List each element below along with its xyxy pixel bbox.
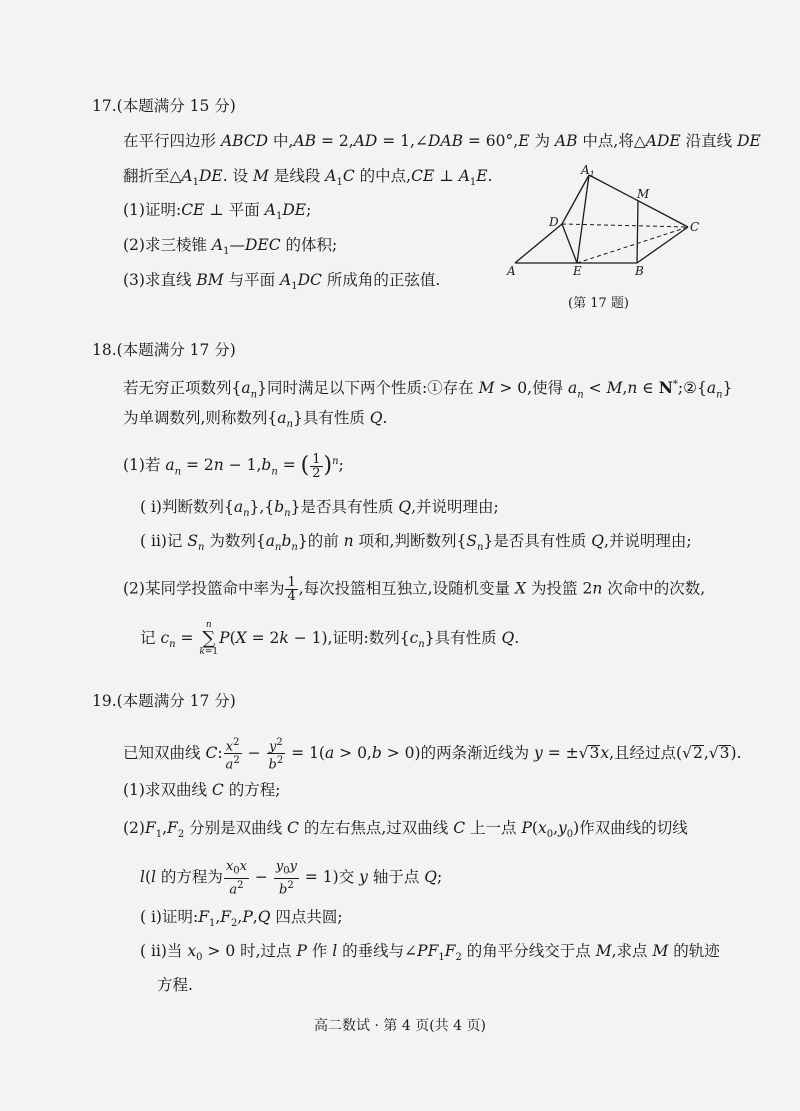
label-A: A	[507, 264, 516, 278]
label-A1: $A_1$	[581, 163, 595, 179]
q19-statement: 已知双曲线 C: $\frac{x^2}{a^2}$ − $\frac{y^2}{b^2}$ = 1(a > 0,b > 0)的两条渐近线为 y = ±√3x,且经过点(√2,√3).	[123, 737, 742, 773]
q17-part-3: (3)求直线 BM 与平面 $A_1DC$ 所成角的正弦值.	[123, 271, 441, 293]
q19-part-2-i: ( ⅰ)证明$:F_1,F_2,P,Q$ 四点共圆;	[140, 908, 343, 930]
label-M: M	[637, 187, 650, 201]
q18-part-2-line-1: (2)某同学投篮命中率为 $\frac{1}{4}$ ,每次投篮相互独立,设随机变量 X 为投篮 2n 次命中的次数,	[123, 575, 706, 604]
edge-E-C	[577, 227, 688, 263]
q18-part-1-ii: ( ⅱ)记 $S_n$ 为数列$\{a_nb_n\}$的前 n 项和,判断数列$\{S_n\}$是否具有性质 Q,并说明理由;	[140, 532, 692, 554]
q19-part-2-line-1: $(2)F_1,F_2$ 分别是双曲线 C 的左右焦点,过双曲线 C 上一点 $P(x_0,y_0)$作双曲线的切线	[123, 819, 688, 841]
label-C: C	[690, 220, 700, 234]
edge-D-A1	[562, 175, 589, 224]
label-B: B	[635, 264, 644, 278]
q18-statement-line-1: 若无穷正项数列$\{a_n\}$同时满足以下两个性质:①存在 M > 0,使得 $a_n < M,n$ ∈ $N^*;②\{a_n\}$	[123, 378, 733, 401]
q17-statement-line-1: 在平行四边形 ABCD 中,AB = 2,AD = 1,∠DAB = 60°,E 为 AB 中点,将△ADE 沿直线 DE	[123, 132, 761, 150]
label-E: E	[573, 264, 582, 278]
q19-part-2-ii-line-2: 方程.	[157, 976, 193, 994]
q19-part-2-line-2: l(l 的方程为 $\frac{x_0x}{a^2}$ − $\frac{y_0y}{b^2}$ = 1)交 y 轴于点 Q;	[140, 859, 443, 897]
q18-statement-line-2: 为单调数列,则称数列$\{a_n\}$具有性质 Q.	[123, 409, 388, 431]
q18-part-2-line-2: 记 $c_n$ = n ∑ k=1 P(X = 2k − 1),证明:数列$\{c_n\}$具有性质 Q.	[140, 620, 520, 657]
q19-part-2-ii-line-1: ( ⅱ)当 $x_0 > 0$ 时,过点 P 作 l 的垂线与$\angle PF_1F_2$ 的角平分线交于点 M,求点 M 的轨迹	[140, 942, 720, 964]
q19-header: 19.(本题满分 17 分)	[92, 692, 236, 710]
q17-figure	[505, 163, 715, 311]
q19-part-1: (1)求双曲线 C 的方程;	[123, 781, 281, 799]
edge-A-D	[515, 224, 562, 263]
q18-header: 18.(本题满分 17 分)	[92, 341, 236, 359]
label-D: D	[549, 215, 559, 229]
q18-part-1-i: ( ⅰ)判断数列$\{a_n\},\{b_n\}$是否具有性质 Q,并说明理由;	[140, 498, 499, 520]
page-footer: 高二数试 · 第 4 页(共 4 页)	[314, 1018, 486, 1034]
edge-D-E	[562, 224, 577, 263]
q17-part-1: (1)证明:CE ⊥ 平面 $A_1DE$;	[123, 201, 312, 223]
edge-A1-C	[589, 175, 688, 227]
q17-part-2: (2)求三棱锥 $A_1—DEC$ 的体积;	[123, 236, 338, 258]
edge-B-C	[637, 227, 688, 263]
edge-D-C	[562, 224, 688, 227]
edge-M-B	[637, 201, 638, 263]
q18-part-1: (1)若 $a_n = 2n - 1,b_n$ = ( $\frac{1}{2}$ )$^n$;	[123, 451, 344, 481]
q17-figure-caption: (第 17 题)	[568, 296, 629, 311]
edge-A1-E	[577, 175, 589, 263]
q17-header: 17.(本题满分 15 分)	[92, 97, 236, 115]
q17-statement-line-2: 翻折至$\triangle A_1DE$. 设 M 是线段 $A_1C$ 的中点,CE ⊥ $A_1E$.	[123, 167, 493, 189]
